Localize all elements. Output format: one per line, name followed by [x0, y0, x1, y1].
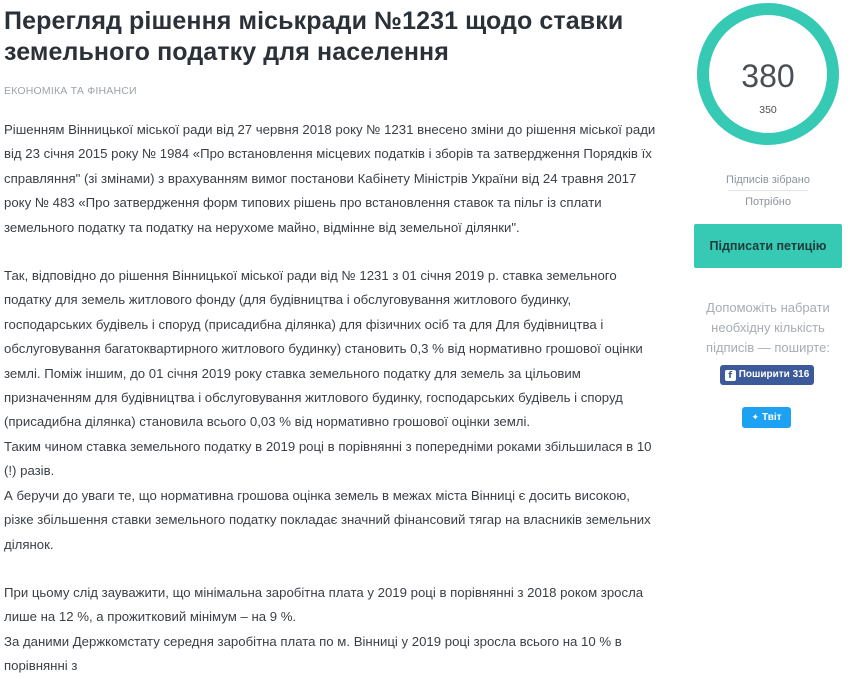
paragraph: А беручи до уваги те, що нормативна грошова оцінка земель в межах міста Вінниці є досить високою, різке збільшення ставки земельного податку покладає значний фінансовий тягар на власників земельних ділянок. — [4, 487, 651, 552]
sign-petition-button[interactable]: Підписати петицію — [694, 224, 842, 268]
facebook-icon: f — [725, 370, 736, 381]
twitter-share-button[interactable] — [742, 407, 791, 428]
petition-title: Перегляд рішення міськради №1231 щодо ставки земельного податку для населення — [4, 7, 624, 66]
signature-count: 380 — [741, 58, 795, 94]
paragraph: За даними Держкомстату середня заробітна плата по м. Вінниці у 2019 році зросла всього на 10 % в порівнянні з — [4, 633, 622, 674]
twitter-icon: ✦ — [751, 413, 759, 423]
paragraph: Так, відповідно до рішення Вінницької міської ради від № 1231 з 01 січня 2019 р. ставка земельного податку для земель житлового фонду (для будівництва і обслуговування житлового будинку, господарських будівель і споруд (присадибна ділянка) для фізичних осіб та для Для будівництва і обслуговування багатоквартирного житлового будинку) становить 0,3 % від нормативно грошової оцінки землі. Поміж іншим, до 01 січня 2019 року ставка земельного податку для земель за цільовим призначенням для будівництва і обслуговування житлового будинку, господарських будівель і споруд (присадибна ділянка) становила всього 0,03 % від нормативно грошової оцінки землі. — [4, 268, 643, 430]
paragraph: При цьому слід зауважити, що мінімальна заробітна плата у 2019 році в порівнянні з 2018 роком зросла лише на 12 %, а прожитковий мінімум – на 9 %. — [4, 584, 644, 625]
paragraph: Рішенням Вінницької міської ради від 27 червня 2018 року № 1231 внесено зміни до рішення міської ради від 23 січня 2015 року № 1984 «Про встановлення місцевих податків і зборів та затвердження Порядків їх справляння" (зі змінами) з врахуванням вимог постанови Кабінету Міністрів України від 24 травня 2017 року № 483 «Про затвердження форм типових рішень про встановлення ставок та пільг із сплати земельного податку та податку на нерухоме майно, відмінне від земельної ділянки". — [4, 122, 656, 235]
signature-goal: 350 — [759, 104, 777, 116]
signatures-needed-label: Потрібно — [745, 196, 791, 208]
facebook-share-button[interactable] — [720, 365, 814, 385]
paragraph: Таким чином ставка земельного податку в 2019 році в порівнянні з попередніми роками збільшилася в 10 (!) разів. — [4, 438, 652, 479]
twitter-share-label: Твіт — [761, 412, 782, 423]
petition-content — [4, 6, 656, 679]
facebook-share-label: Поширити 316 — [738, 369, 810, 380]
signatures-collected-label: Підписів зібрано — [726, 174, 810, 186]
petition-body — [4, 118, 656, 679]
share-prompt: Допоможіть набрати необхідну кількість підписів — поширте: — [706, 300, 830, 355]
divider — [728, 190, 808, 191]
category-label[interactable]: ЕКОНОМІКА ТА ФІНАНСИ — [4, 85, 137, 97]
